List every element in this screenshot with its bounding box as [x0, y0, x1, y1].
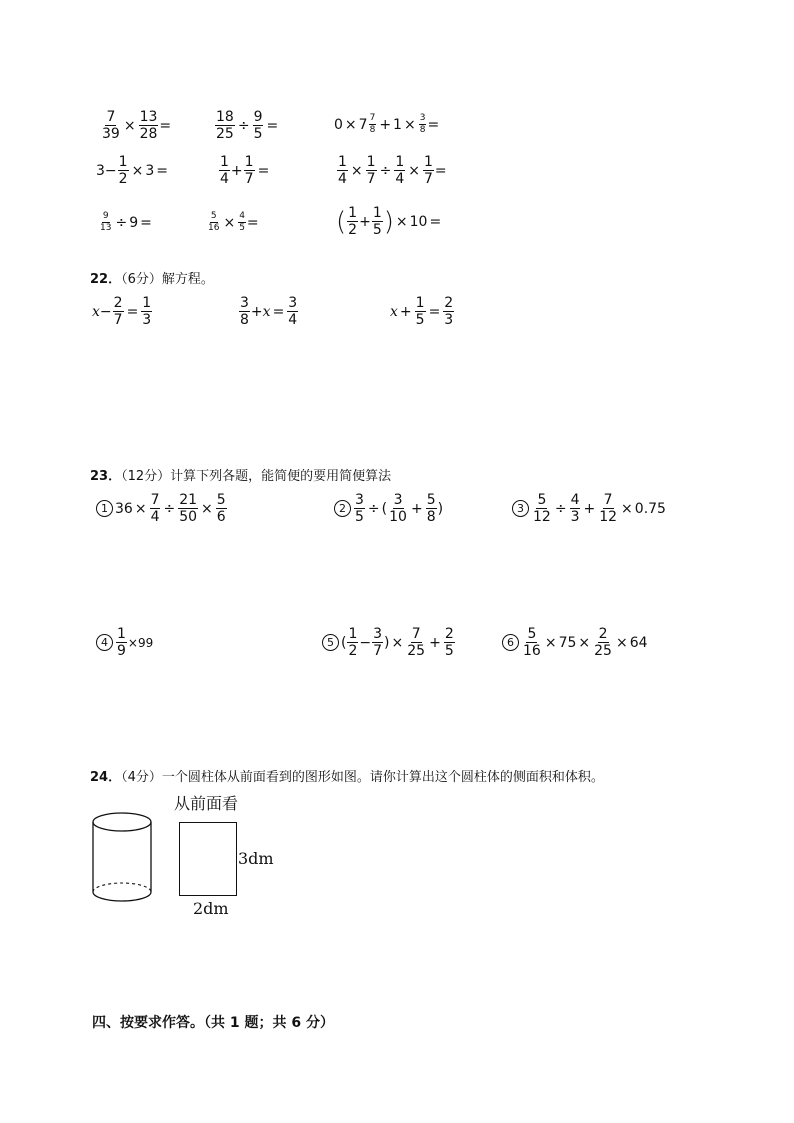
question-23-title: 23．（12分）计算下列各题，能简便的要用简便算法 — [90, 469, 392, 484]
calc-r1c3: 0 × 7 $\frac{7}{8}$ + 1 × $\frac{3}{8}$ = — [334, 113, 440, 135]
problem-5: 5 ( $\frac{1}{2}$ − $\frac{3}{7}$ ) × $\frac{7}{25}$ + $\frac{2}{5}$ — [322, 627, 456, 658]
section-4-title: 四、按要求作答。（共 1 题；共 6 分） — [92, 1015, 334, 1031]
problem-4: 4 $\frac{1}{9}$ × 99 — [96, 627, 153, 658]
fraction: $\frac{13}{28}$ — [139, 109, 158, 142]
calc-r3c1: $\frac{9}{13}$ ÷ 9 = — [100, 211, 152, 233]
problem-3: 3 $\frac{5}{12}$ ÷ $\frac{4}{3}$ + $\frac{7}{12}$ × 0.75 — [512, 493, 666, 524]
calc-r2c1: 3 − $\frac{1}{2}$ × 3 = — [96, 154, 168, 187]
equation-1: x − $\frac{2}{7}$ = $\frac{1}{3}$ — [92, 295, 152, 328]
width-label: 2dm — [193, 899, 229, 918]
height-label: 3dm — [238, 849, 274, 868]
cylinder-figure — [90, 810, 156, 910]
problem-1: 1 36 × $\frac{7}{4}$ ÷ $\frac{21}{50}$ × $\frac{5}{6}$ — [96, 493, 228, 524]
calc-r2c3: $\frac{1}{4}$ × $\frac{1}{7}$ ÷ $\frac{1}{4}$ × $\frac{1}{7}$ = — [338, 154, 447, 187]
question-22-title: 22．（6分）解方程。 — [90, 272, 214, 287]
front-view-label: 从前面看 — [174, 794, 239, 813]
calc-r2c2: $\frac{1}{4}$ + $\frac{1}{7}$ = — [220, 154, 270, 187]
equation-3: x + $\frac{1}{5}$ = $\frac{2}{3}$ — [390, 295, 454, 328]
calc-r3c2: $\frac{5}{16}$ × $\frac{4}{5}$ = — [208, 211, 259, 233]
calc-r3c3: ( $\frac{1}{2}$ + $\frac{1}{5}$ ) × 10 = — [336, 205, 442, 238]
problem-6: 6 $\frac{5}{16}$ × 75 × $\frac{2}{25}$ × 64 — [502, 627, 648, 658]
calc-r1c1: $\frac{7}{39}$ × $\frac{13}{28}$ = — [102, 109, 172, 142]
equation-2: $\frac{3}{8}$ + x = $\frac{3}{4}$ — [240, 295, 298, 328]
front-view-rectangle — [179, 822, 237, 896]
fraction: $\frac{7}{39}$ — [102, 109, 120, 142]
question-24-title: 24．（4分）一个圆柱体从前面看到的图形如图。请你计算出这个圆柱体的侧面积和体积。 — [90, 770, 604, 785]
problem-2: 2 $\frac{3}{5}$ ÷ ( $\frac{3}{10}$ + $\frac{5}{8}$ ) — [334, 493, 443, 524]
calc-r1c2: $\frac{18}{25}$ ÷ $\frac{9}{5}$ = — [216, 109, 279, 142]
